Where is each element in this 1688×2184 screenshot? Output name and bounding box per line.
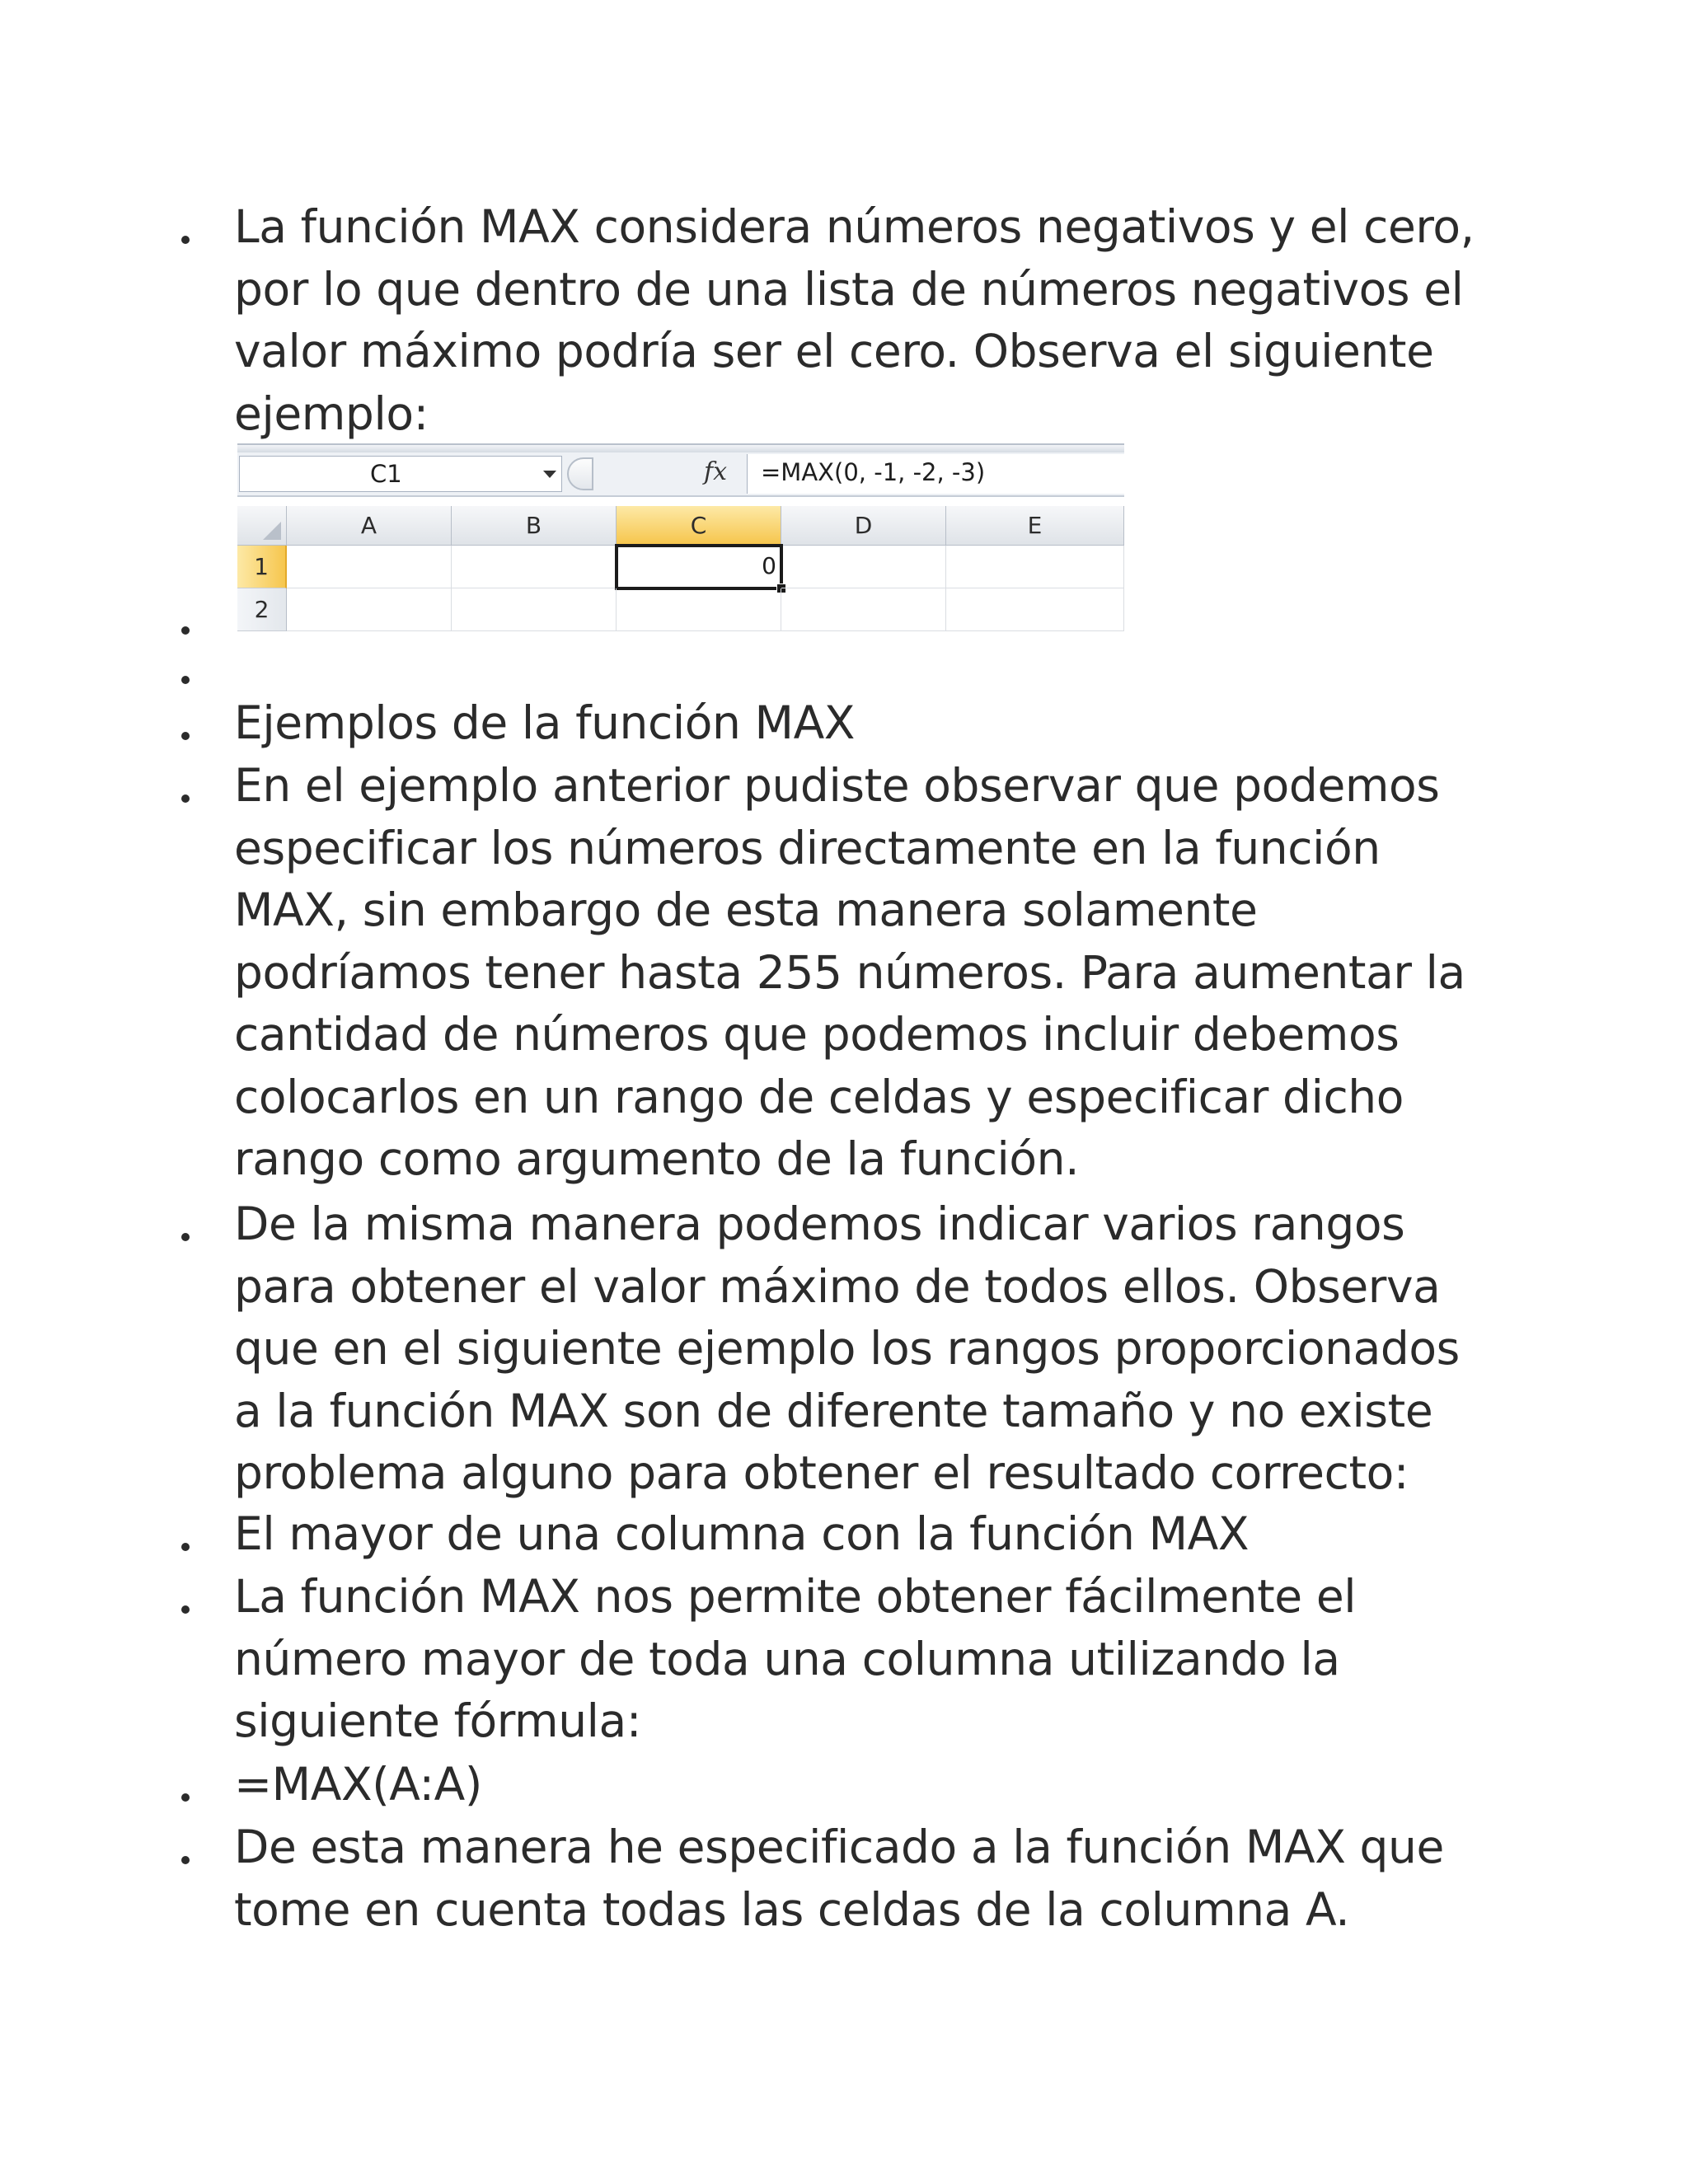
cell-e2[interactable]	[946, 588, 1124, 631]
cell-e1[interactable]	[946, 546, 1124, 588]
paragraph-text: El mayor de una columna con la función MAX	[234, 1507, 1250, 1560]
row-header-1[interactable]: 1	[237, 546, 287, 588]
cell-d2[interactable]	[781, 588, 946, 631]
formula-bar	[237, 452, 1124, 497]
select-all-button[interactable]	[237, 506, 287, 546]
cell-grid	[237, 506, 1124, 635]
formula-bar-splitter[interactable]	[567, 457, 593, 490]
bullet-icon	[181, 236, 190, 244]
bullet-icon	[181, 794, 190, 803]
bullet-icon	[181, 1856, 190, 1864]
paragraph-text: La función MAX considera números negativos y el cero, por lo que dentro de una lista de números negativos el valor máximo podría ser el cero. Observa el siguiente ejemplo:	[234, 200, 1489, 440]
cell-a1[interactable]	[287, 546, 452, 588]
bullet-icon	[181, 1793, 190, 1802]
row-header-2[interactable]: 2	[237, 588, 287, 631]
formula-input[interactable]	[747, 454, 1124, 494]
paragraph-text: De la misma manera podemos indicar varios rangos para obtener el valor máximo de todos ellos. Observa que en el siguiente ejemplo los rangos proporcionados a la función MAX son de diferente tamaño y no existe problema alguno para obtener el resultado correcto:	[234, 1197, 1475, 1499]
bullet-icon	[181, 1543, 190, 1551]
bullet-icon	[181, 1605, 190, 1614]
paragraph-text: La función MAX nos permite obtener fácilmente el número mayor de toda una columna utilizando la siguiente fórmula:	[234, 1570, 1371, 1747]
paragraph-text: De esta manera he especificado a la función MAX que tome en cuenta todas las celdas de la columna A.	[234, 1821, 1459, 1936]
spreadsheet-figure	[237, 443, 1124, 635]
column-header-d[interactable]: D	[781, 506, 946, 546]
paragraph-text: En el ejemplo anterior pudiste observar que podemos especificar los números directamente en la función MAX, sin embargo de esta manera solamente podríamos tener hasta 255 números. Para aumentar la cantidad de números que podemos incluir debemos colocarlos en un rango de celdas y especificar dicho rango como argumento de la función.	[234, 759, 1479, 1185]
column-header-a[interactable]: A	[287, 506, 452, 546]
bullet-icon	[181, 1233, 190, 1241]
formula-text: =MAX(0, -1, -2, -3)	[761, 458, 986, 486]
ribbon-edge	[237, 443, 1124, 452]
column-header-b[interactable]: B	[452, 506, 617, 546]
select-all-icon	[263, 522, 281, 540]
cell-b2[interactable]	[452, 588, 617, 631]
bullet-icon	[181, 732, 190, 740]
bullet-icon	[181, 626, 190, 635]
name-box-value: C1	[370, 460, 402, 488]
name-box[interactable]	[239, 456, 562, 492]
cell-a2[interactable]	[287, 588, 452, 631]
column-header-c[interactable]: C	[617, 506, 781, 546]
cell-b1[interactable]	[452, 546, 617, 588]
bullet-icon	[181, 676, 190, 684]
fx-icon[interactable]: 𝑓x	[704, 457, 728, 486]
formula-example: =MAX(A:A)	[234, 1758, 482, 1811]
paragraph-text: Ejemplos de la función MAX	[234, 696, 856, 749]
cell-d1[interactable]	[781, 546, 946, 588]
column-header-e[interactable]: E	[946, 506, 1124, 546]
cell-c1[interactable]	[615, 544, 783, 590]
chevron-down-icon[interactable]	[543, 471, 556, 478]
cell-c2[interactable]	[617, 588, 781, 631]
cell-value: 0	[762, 552, 776, 579]
